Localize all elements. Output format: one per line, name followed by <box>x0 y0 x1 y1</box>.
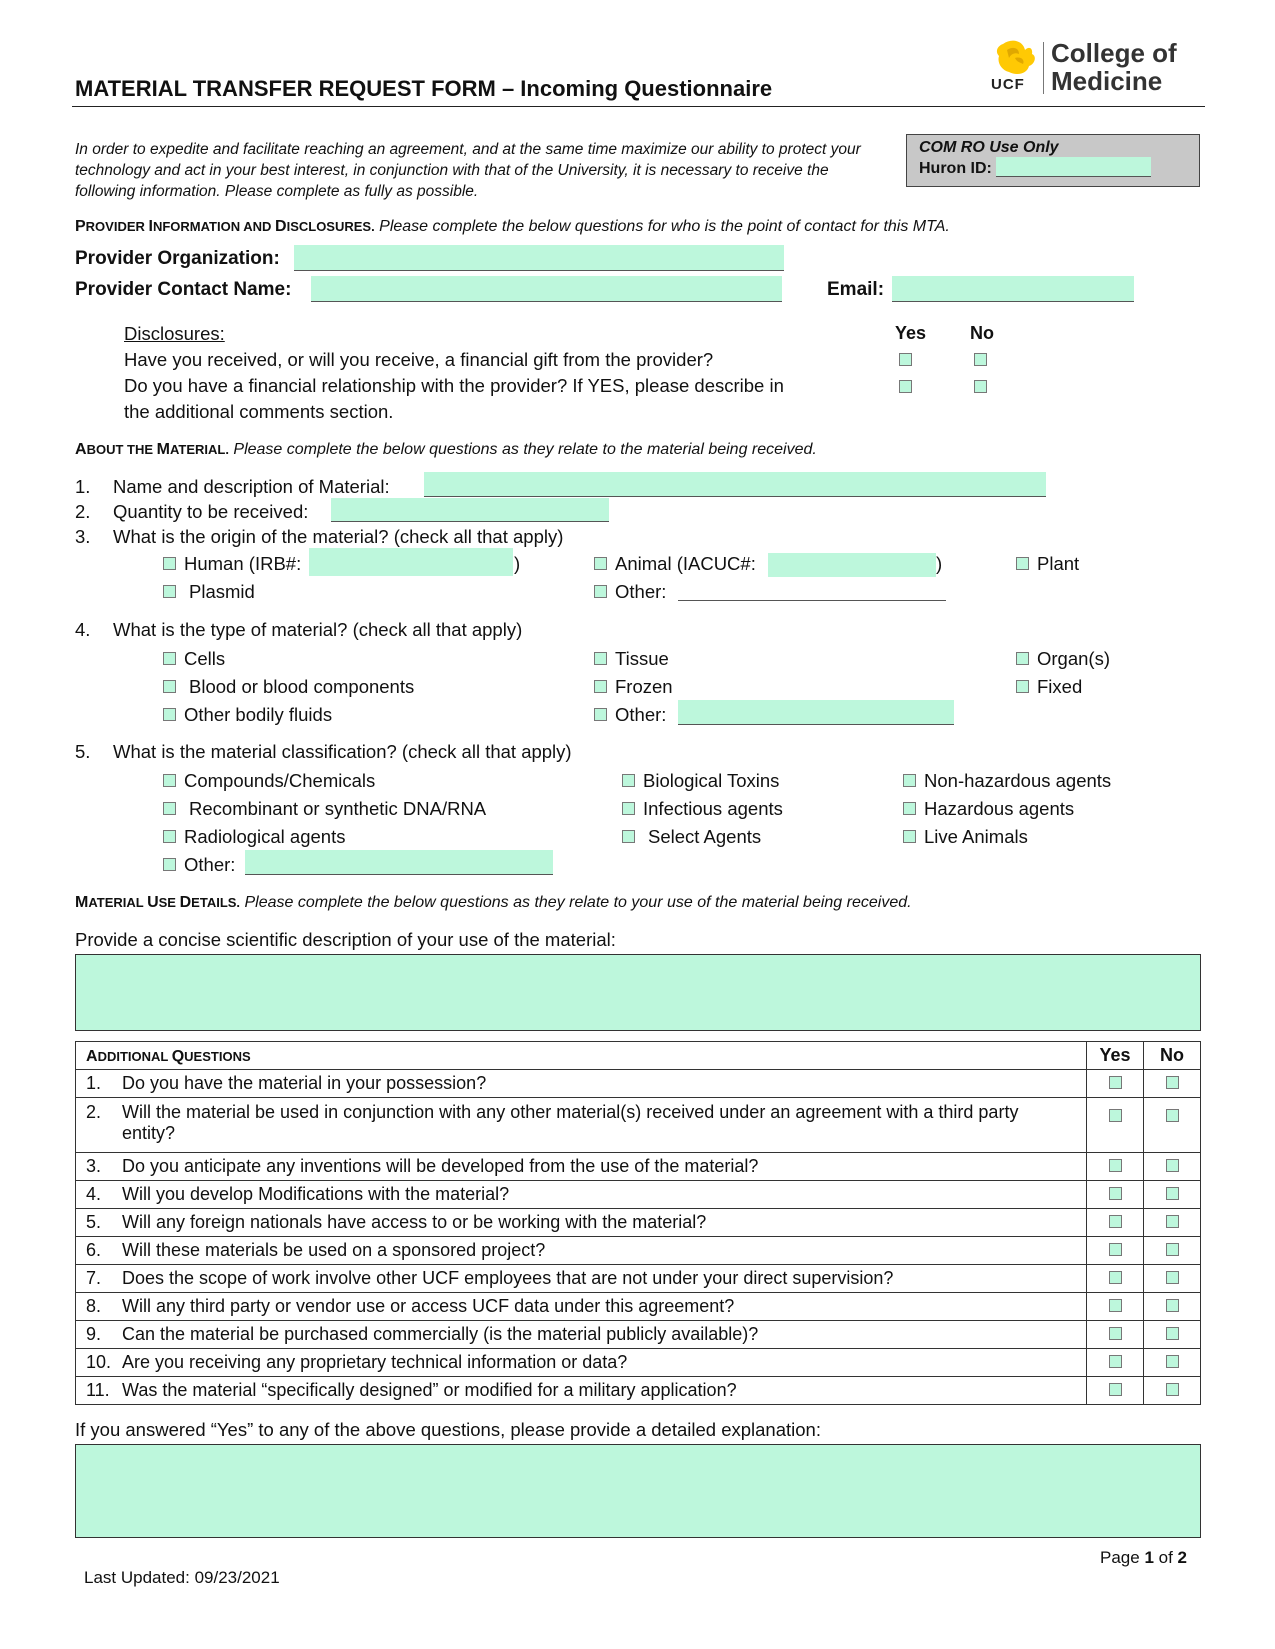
yes-column-header: Yes <box>1087 1042 1144 1070</box>
origin-plant-label: Plant <box>1037 553 1080 574</box>
ucf-logo <box>985 36 1210 100</box>
intro-text: In order to expedite and facilitate reaching an agreement, and at the same time maximize our ability to protect your technology and act in your best interest, in conjunction with that of the University, it is necessary to receive the following information. Please complete as fully as possible. <box>75 141 861 200</box>
question-cell: 10. Are you receiving any proprietary technical information or data? <box>76 1349 1087 1377</box>
class-toxins-checkbox[interactable] <box>622 774 635 787</box>
disclosure-q1-no-checkbox[interactable] <box>974 353 987 366</box>
provider-org-field[interactable] <box>294 245 784 271</box>
type-organs-label: Organ(s) <box>1037 648 1110 669</box>
q1-no-checkbox[interactable] <box>1166 1076 1179 1089</box>
q8-no-checkbox[interactable] <box>1166 1299 1179 1312</box>
type-tissue-label: Tissue <box>615 648 669 669</box>
type-blood-checkbox[interactable] <box>163 680 176 693</box>
page-title: MATERIAL TRANSFER REQUEST FORM – Incoming Questionnaire <box>75 76 773 101</box>
class-animals-label: Live Animals <box>924 826 1028 847</box>
class-other-checkbox[interactable] <box>163 858 176 871</box>
material-heading: ABOUT THE MATERIAL. Please complete the below questions as they relate to the material being received. <box>75 441 817 458</box>
email-label: Email: <box>827 279 885 300</box>
type-frozen-checkbox[interactable] <box>594 680 607 693</box>
question-cell: 4. Will you develop Modifications with the material? <box>76 1181 1087 1209</box>
q7-yes-checkbox[interactable] <box>1109 1271 1122 1284</box>
table-row <box>76 1237 1201 1265</box>
table-row <box>76 1293 1201 1321</box>
origin-plant-checkbox[interactable] <box>1016 557 1029 570</box>
logo-line-1: College of <box>1051 38 1177 68</box>
iacuc-number-field[interactable] <box>768 553 936 577</box>
origin-human-label: Human (IRB#: <box>184 553 302 574</box>
question-cell: 3. Do you anticipate any inventions will be developed from the use of the material? <box>76 1153 1087 1181</box>
type-other-checkbox[interactable] <box>594 708 607 721</box>
question-cell: 1. Do you have the material in your possession? <box>76 1070 1087 1098</box>
class-other-field[interactable] <box>245 850 553 875</box>
q6-no-checkbox[interactable] <box>1166 1243 1179 1256</box>
quantity-field[interactable] <box>331 498 609 522</box>
class-dna-label: Recombinant or synthetic DNA/RNA <box>189 798 487 819</box>
title-divider <box>72 106 1205 107</box>
class-compounds-checkbox[interactable] <box>163 774 176 787</box>
use-heading: MATERIAL USE DETAILS. Please complete the below questions as they relate to your use of the material being received. <box>75 894 912 911</box>
explanation-field[interactable] <box>75 1444 1201 1538</box>
table-row <box>76 1321 1201 1349</box>
class-infectious-label: Infectious agents <box>643 798 783 819</box>
disclosure-q2-line2: the additional comments section. <box>124 401 394 422</box>
question-cell: 8. Will any third party or vendor use or access UCF data under this agreement? <box>76 1293 1087 1321</box>
material-q4: 4. What is the type of material? (check all that apply) <box>75 619 523 640</box>
explain-prompt: If you answered “Yes” to any of the above questions, please provide a detailed explanation: <box>75 1419 821 1440</box>
table-header-row <box>76 1042 1201 1070</box>
table-row <box>76 1265 1201 1293</box>
table-row <box>76 1209 1201 1237</box>
no-column-header: No <box>1144 1042 1201 1070</box>
origin-other-label: Other: <box>615 581 667 602</box>
q2-yes-checkbox[interactable] <box>1109 1109 1122 1122</box>
question-cell: 11. Was the material “specifically designed” or modified for a military application? <box>76 1377 1087 1405</box>
disclosure-q2-yes-checkbox[interactable] <box>899 380 912 393</box>
class-toxins-label: Biological Toxins <box>643 770 780 791</box>
logo-divider <box>1043 42 1044 94</box>
question-cell: 7. Does the scope of work involve other UCF employees that are not under your direct supervision? <box>76 1265 1087 1293</box>
q2-no-checkbox[interactable] <box>1166 1109 1179 1122</box>
type-cells-checkbox[interactable] <box>163 652 176 665</box>
provider-contact-field[interactable] <box>311 276 782 302</box>
class-radio-checkbox[interactable] <box>163 830 176 843</box>
disclosures-label: Disclosures: <box>124 323 225 344</box>
class-nonhaz-label: Non-hazardous agents <box>924 770 1112 791</box>
class-nonhaz-checkbox[interactable] <box>903 774 916 787</box>
origin-human-checkbox[interactable] <box>163 557 176 570</box>
class-select-label: Select Agents <box>648 826 762 847</box>
class-select-checkbox[interactable] <box>622 830 635 843</box>
class-infectious-checkbox[interactable] <box>622 802 635 815</box>
table-row <box>76 1181 1201 1209</box>
class-animals-checkbox[interactable] <box>903 830 916 843</box>
material-q1: 1. Name and description of Material: <box>75 476 390 497</box>
additional-heading: ADDITIONAL QUESTIONS <box>76 1042 1087 1070</box>
table-row <box>76 1377 1201 1405</box>
origin-other-field[interactable] <box>678 579 946 601</box>
logo-line-2: Medicine <box>1051 66 1163 96</box>
question-cell: 5. Will any foreign nationals have access to or be working with the material? <box>76 1209 1087 1237</box>
type-fixed-checkbox[interactable] <box>1016 680 1029 693</box>
huron-label: Huron ID: <box>919 160 992 177</box>
disclosure-q1-yes-checkbox[interactable] <box>899 353 912 366</box>
ucf-wordmark: UCF <box>991 76 1025 93</box>
q1-yes-checkbox[interactable] <box>1109 1076 1122 1089</box>
material-q5: 5. What is the material classification? (check all that apply) <box>75 741 572 762</box>
q5-yes-checkbox[interactable] <box>1109 1215 1122 1228</box>
page-number: Page 1 of 2 <box>1100 1548 1187 1567</box>
provider-org-label: Provider Organization: <box>75 248 280 269</box>
q5-no-checkbox[interactable] <box>1166 1215 1179 1228</box>
table-row <box>76 1098 1201 1153</box>
use-description-field[interactable] <box>75 954 1201 1031</box>
q11-no-checkbox[interactable] <box>1166 1383 1179 1396</box>
huron-id-field[interactable] <box>996 157 1151 177</box>
disclosure-q2-line1: Do you have a financial relationship with the provider? If YES, please describe in <box>124 375 784 396</box>
q6-yes-checkbox[interactable] <box>1109 1243 1122 1256</box>
table-row <box>76 1349 1201 1377</box>
provider-contact-label: Provider Contact Name: <box>75 279 292 300</box>
ro-title: COM RO Use Only <box>919 139 1059 156</box>
provider-heading: PROVIDER INFORMATION AND DISCLOSURES. Please complete the below questions for who is the point of contact for this MTA. <box>75 218 950 235</box>
origin-other-checkbox[interactable] <box>594 585 607 598</box>
class-haz-label: Hazardous agents <box>924 798 1075 819</box>
q10-no-checkbox[interactable] <box>1166 1355 1179 1368</box>
q8-yes-checkbox[interactable] <box>1109 1299 1122 1312</box>
ro-use-only-box <box>906 134 1200 187</box>
type-cells-label: Cells <box>184 648 226 669</box>
disclosures-yes-header: Yes <box>895 323 927 343</box>
use-description-prompt: Provide a concise scientific description of your use of the material: <box>75 929 616 950</box>
type-frozen-label: Frozen <box>615 676 673 697</box>
origin-plasmid-label: Plasmid <box>189 581 255 602</box>
type-fluids-checkbox[interactable] <box>163 708 176 721</box>
question-cell: 9. Can the material be purchased commercially (is the material publicly available)? <box>76 1321 1087 1349</box>
q7-no-checkbox[interactable] <box>1166 1271 1179 1284</box>
origin-plasmid-checkbox[interactable] <box>163 585 176 598</box>
type-organs-checkbox[interactable] <box>1016 652 1029 665</box>
table-row <box>76 1153 1201 1181</box>
irb-number-field[interactable] <box>309 548 513 576</box>
last-updated: Last Updated: 09/23/2021 <box>84 1568 280 1587</box>
type-fixed-label: Fixed <box>1037 676 1083 697</box>
origin-animal-checkbox[interactable] <box>594 557 607 570</box>
class-other-label: Other: <box>184 854 236 875</box>
material-q2: 2. Quantity to be received: <box>75 501 309 522</box>
q4-yes-checkbox[interactable] <box>1109 1187 1122 1200</box>
additional-questions-table <box>75 1041 1201 1405</box>
origin-animal-label: Animal (IACUC#: <box>615 553 756 574</box>
class-radio-label: Radiological agents <box>184 826 346 847</box>
class-dna-checkbox[interactable] <box>163 802 176 815</box>
q9-yes-checkbox[interactable] <box>1109 1327 1122 1340</box>
type-fluids-label: Other bodily fluids <box>184 704 333 725</box>
q10-yes-checkbox[interactable] <box>1109 1355 1122 1368</box>
q3-no-checkbox[interactable] <box>1166 1159 1179 1172</box>
class-compounds-label: Compounds/Chemicals <box>184 770 376 791</box>
q4-no-checkbox[interactable] <box>1166 1187 1179 1200</box>
disclosure-q2-no-checkbox[interactable] <box>974 380 987 393</box>
material-name-field[interactable] <box>424 472 1046 497</box>
type-other-field[interactable] <box>678 700 954 725</box>
type-other-label: Other: <box>615 704 667 725</box>
q3-yes-checkbox[interactable] <box>1109 1159 1122 1172</box>
type-blood-label: Blood or blood components <box>189 676 415 697</box>
class-haz-checkbox[interactable] <box>903 802 916 815</box>
q11-yes-checkbox[interactable] <box>1109 1383 1122 1396</box>
question-cell: 6. Will these materials be used on a sponsored project? <box>76 1237 1087 1265</box>
type-tissue-checkbox[interactable] <box>594 652 607 665</box>
material-q3: 3. What is the origin of the material? (check all that apply) <box>75 526 564 547</box>
q9-no-checkbox[interactable] <box>1166 1327 1179 1340</box>
email-field[interactable] <box>892 276 1134 302</box>
disclosures-no-header: No <box>970 323 994 343</box>
disclosure-q1: Have you received, or will you receive, a financial gift from the provider? <box>124 349 714 370</box>
table-row <box>76 1070 1201 1098</box>
question-cell: 2. Will the material be used in conjunction with any other material(s) received under an agreement with a third party entity? <box>76 1098 1087 1153</box>
